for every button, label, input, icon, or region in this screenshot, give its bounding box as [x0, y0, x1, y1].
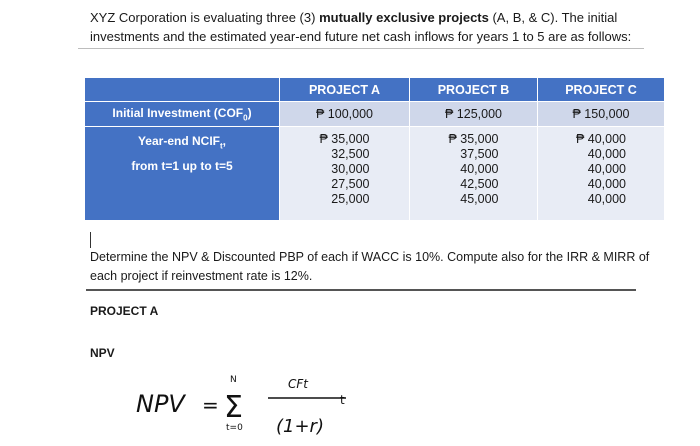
initial-a: ₱ 100,000 [280, 102, 410, 127]
formula-lhs: NPV [136, 390, 185, 418]
initial-b: ₱ 125,000 [410, 102, 538, 127]
formula-sum-lower: t=0 [226, 423, 243, 433]
text-cursor [90, 232, 91, 248]
cash-flow-table [84, 77, 665, 221]
header-project-c: PROJECT C [538, 78, 665, 102]
intro-divider [78, 48, 644, 49]
intro-bold: mutually exclusive projects [319, 10, 489, 25]
table-row-initial [85, 102, 665, 127]
formula-equals: = [202, 393, 219, 417]
table-row-ncif [85, 127, 665, 221]
formula-denominator: (1+r) [276, 416, 324, 437]
formula-sum-symbol: Σ [224, 390, 243, 425]
formula-exponent: t [340, 393, 345, 407]
ncif-a: ₱ 35,000 32,500 30,000 27,500 25,000 [280, 127, 410, 221]
ncif-b: ₱ 35,000 37,500 40,000 42,500 45,000 [410, 127, 538, 221]
initial-c: ₱ 150,000 [538, 102, 665, 127]
section-npv: NPV [90, 346, 115, 360]
formula-numerator: CFt [288, 377, 308, 391]
ncif-label: Year-end $NCIF_t$, from t=1 up to t=5 [85, 127, 280, 221]
question-divider [86, 289, 636, 291]
section-project-a: PROJECT A [90, 304, 159, 318]
header-blank [85, 78, 280, 102]
ncif-c: ₱ 40,000 40,000 40,000 40,000 40,000 [538, 127, 665, 221]
npv-handwritten-formula [128, 360, 398, 446]
table-header-row [85, 78, 665, 102]
intro-text-1: XYZ Corporation is evaluating three (3) [90, 10, 320, 25]
question-text: Determine the NPV & Discounted PBP of each if WACC is 10%. Compute also for the IRR & MIRR of each project if reinvestment rate is 12%. [90, 250, 650, 283]
problem-intro [90, 8, 650, 46]
intro-text-2: (A, B, & C). The initial investments and the estimated year-end future net cash inflows for years 1 to 5 are as follows: [90, 10, 632, 44]
formula-sum-upper: N [230, 375, 237, 385]
initial-investment-label: Initial Investment $(COF_0)$ [85, 102, 280, 127]
header-project-a: PROJECT A [280, 78, 410, 102]
header-project-b: PROJECT B [410, 78, 538, 102]
